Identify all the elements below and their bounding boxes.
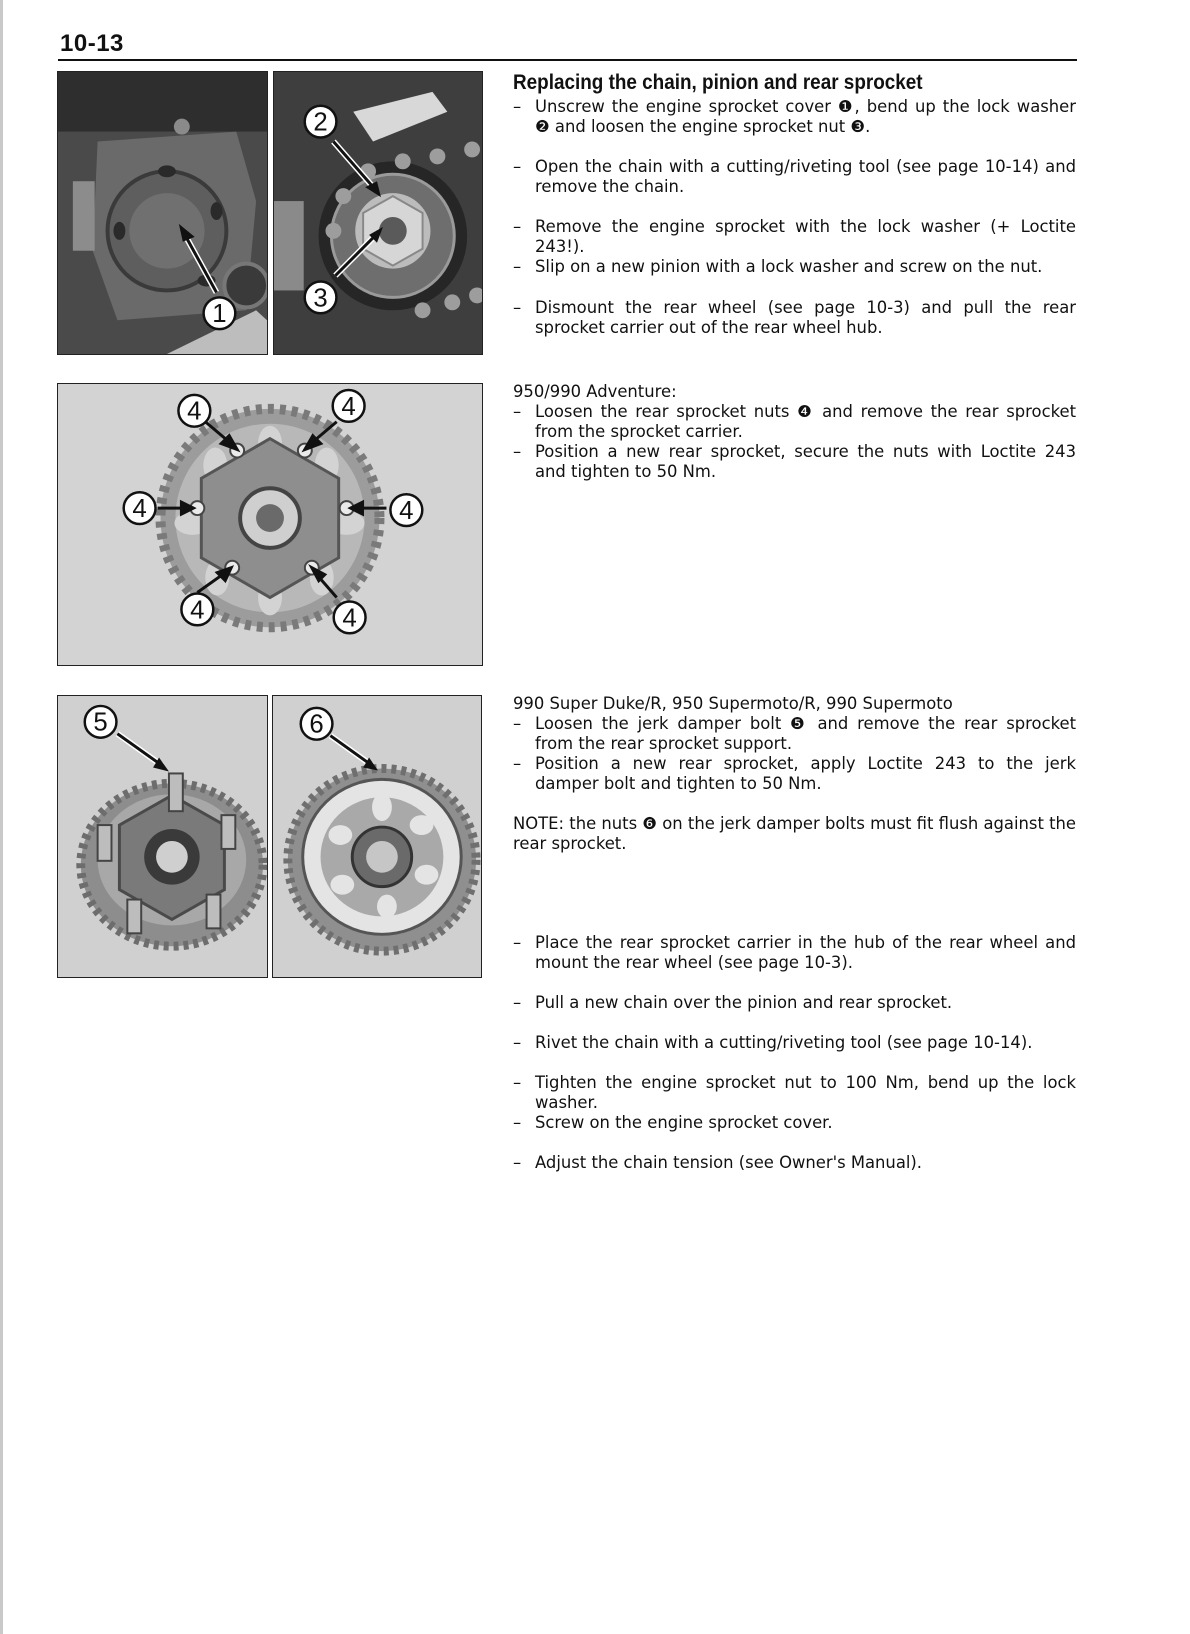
photo-engine-sprocket-nut bbox=[273, 71, 483, 355]
list-item: – Loosen the jerk damper bolt ❺ and remove the rear sprocket from the rear sprocket support. bbox=[513, 714, 1076, 753]
list-item: – Remove the engine sprocket with the lock washer (+ Loctite 243!). bbox=[513, 217, 1076, 256]
superduke-heading: 990 Super Duke/R, 950 Supermoto/R, 990 Supermoto bbox=[513, 694, 953, 713]
list-item: – Position a new rear sprocket, apply Loctite 243 to the jerk damper bolt and tighten to 50 Nm. bbox=[513, 754, 1076, 793]
svg-text:4: 4 bbox=[187, 397, 202, 426]
adventure-block bbox=[513, 382, 1076, 482]
list-item: – Position a new rear sprocket, secure the nuts with Loctite 243 and tighten to 50 Nm. bbox=[513, 442, 1076, 481]
list-item: – Slip on a new pinion with a lock washer and screw on the nut. bbox=[513, 257, 1043, 276]
section-title: Replacing the chain, pinion and rear sprocket bbox=[513, 71, 923, 94]
svg-text:4: 4 bbox=[342, 604, 357, 633]
svg-text:4: 4 bbox=[399, 497, 414, 526]
svg-text:6: 6 bbox=[309, 710, 324, 739]
photo-rear-sprocket-nuts bbox=[272, 695, 482, 978]
svg-text:2: 2 bbox=[313, 108, 328, 137]
list-item: – Place the rear sprocket carrier in the hub of the rear wheel and mount the rear wheel (see page 10-3). bbox=[513, 933, 1076, 972]
header-rule bbox=[58, 59, 1077, 61]
callout-5 bbox=[85, 706, 117, 738]
page-number: 10-13 bbox=[60, 30, 124, 57]
note-text: NOTE: the nuts ❻ on the jerk damper bolts must fit flush against the rear sprocket. bbox=[513, 814, 1076, 853]
svg-text:1: 1 bbox=[212, 300, 227, 329]
callout-6 bbox=[301, 708, 333, 740]
list-item: – Loosen the rear sprocket nuts ❹ and remove the rear sprocket from the sprocket carrier. bbox=[513, 402, 1076, 441]
steps-block-2 bbox=[513, 298, 1076, 338]
adventure-heading: 950/990 Adventure: bbox=[513, 382, 677, 401]
page-left-edge bbox=[0, 0, 3, 1634]
superduke-block bbox=[513, 694, 1076, 854]
steps-block-1 bbox=[513, 97, 1076, 277]
svg-text:4: 4 bbox=[132, 495, 147, 524]
list-item: – Unscrew the engine sprocket cover ❶, bend up the lock washer ❷ and loosen the engine sprocket nut ❸. bbox=[513, 97, 1076, 136]
list-item: – Screw on the engine sprocket cover. bbox=[513, 1113, 833, 1132]
svg-text:3: 3 bbox=[313, 284, 328, 313]
list-item: – Tighten the engine sprocket nut to 100 Nm, bend up the lock washer. bbox=[513, 1073, 1076, 1112]
list-item: – Adjust the chain tension (see Owner's Manual). bbox=[513, 1153, 923, 1172]
svg-text:4: 4 bbox=[341, 392, 356, 421]
svg-text:5: 5 bbox=[93, 708, 108, 737]
list-item: – Pull a new chain over the pinion and rear sprocket. bbox=[513, 993, 953, 1012]
list-item: – Dismount the rear wheel (see page 10-3) and pull the rear sprocket carrier out of the rear wheel hub. bbox=[513, 298, 1076, 337]
callout-1 bbox=[204, 297, 236, 329]
callout-3 bbox=[305, 282, 337, 314]
photo-engine-sprocket-cover bbox=[57, 71, 268, 355]
list-item: – Rivet the chain with a cutting/riveting tool (see page 10-14). bbox=[513, 1033, 1033, 1052]
photo-jerk-damper-bolts bbox=[57, 695, 268, 978]
callout-2 bbox=[305, 106, 337, 138]
list-item: – Open the chain with a cutting/riveting tool (see page 10-14) and remove the chain. bbox=[513, 157, 1076, 196]
final-steps-block bbox=[513, 933, 1076, 1173]
photo-rear-sprocket-carrier bbox=[57, 383, 483, 666]
svg-text:4: 4 bbox=[190, 596, 205, 625]
